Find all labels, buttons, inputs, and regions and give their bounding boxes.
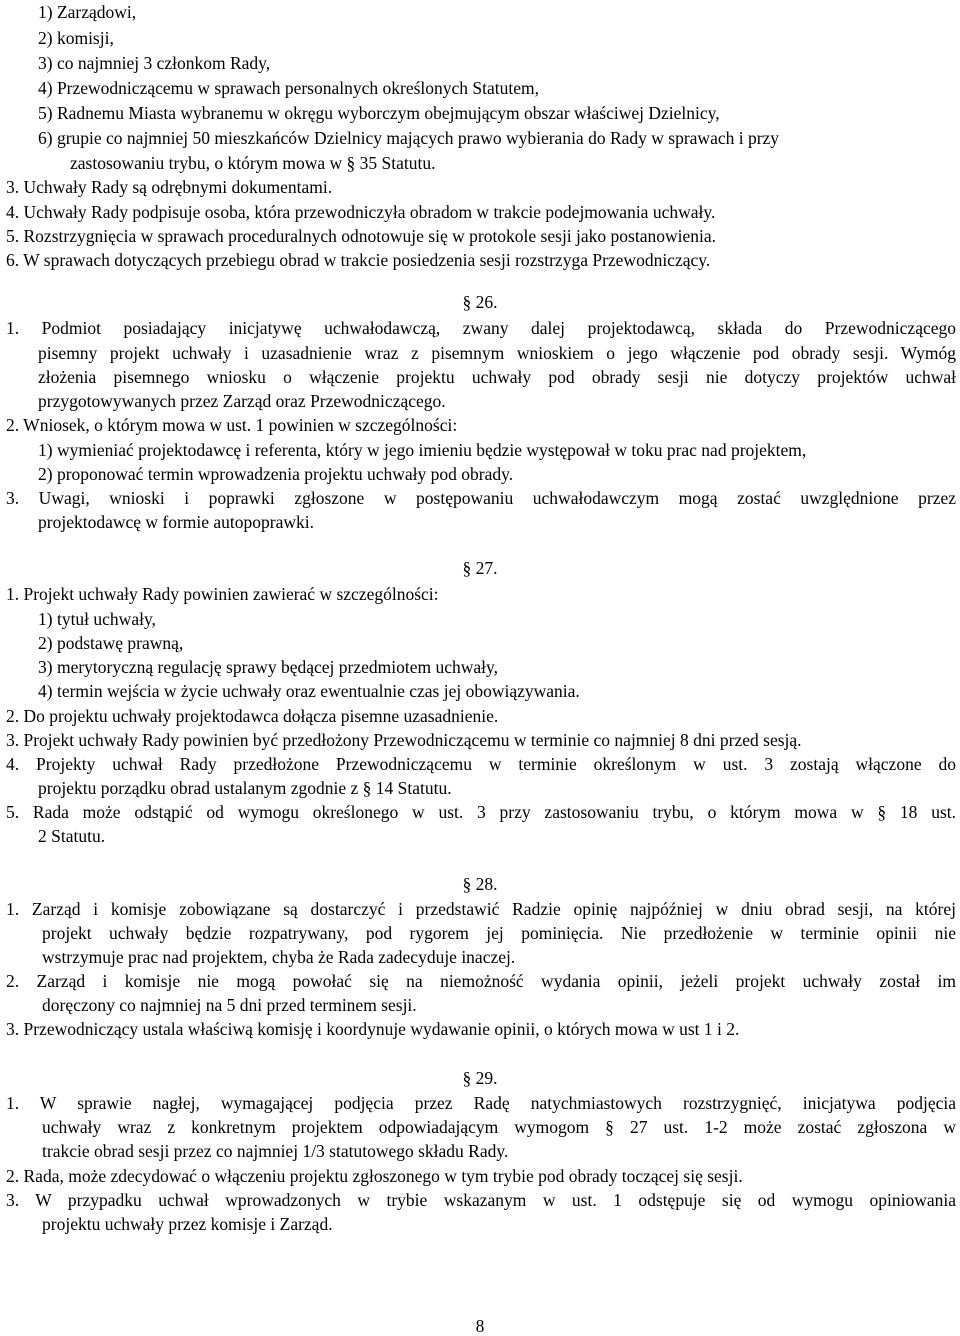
- paragraph: 3. W przypadku uchwał wprowadzonych w trybie wskazanym w ust. 1 odstępuje się od wymogu opiniowania: [6, 1190, 956, 1210]
- paragraph: trakcie obrad sesji przez co najmniej 1/3 statutowego składu Rady.: [42, 1141, 509, 1161]
- paragraph: 2. Wniosek, o którym mowa w ust. 1 powinien w szczególności:: [6, 415, 458, 435]
- section-heading: § 27.: [462, 558, 498, 578]
- paragraph: 4. Uchwały Rady podpisuje osoba, która przewodniczyła obradom w trakcie podejmowania uchwały.: [6, 202, 716, 222]
- paragraph: 1. Zarząd i komisje zobowiązane są dostarczyć i przedstawić Radzie opinię najpóźniej w dniu obrad sesji, na której: [6, 899, 956, 919]
- paragraph: 3. Przewodniczący ustala właściwą komisję i koordynuje wydawanie opinii, o których mowa w ust 1 i 2.: [6, 1019, 740, 1039]
- list-item: 4) termin wejścia w życie uchwały oraz ewentualnie czas jej obowiązywania.: [38, 681, 580, 701]
- paragraph: doręczony co najmniej na 5 dni przed terminem sesji.: [42, 995, 417, 1015]
- section-heading: § 29.: [462, 1068, 498, 1088]
- section-heading: § 26.: [462, 292, 498, 312]
- paragraph: 3. Uwagi, wnioski i poprawki zgłoszone w postępowaniu uchwałodawczym mogą zostać uwzględnione przez: [6, 488, 956, 508]
- paragraph: 2 Statutu.: [38, 826, 106, 846]
- list-item: 1) tytuł uchwały,: [38, 609, 156, 629]
- paragraph: 5. Rada może odstąpić od wymogu określonego w ust. 3 przy zastosowaniu trybu, o którym mowa w § 18 ust.: [6, 802, 956, 822]
- page-number: 8: [475, 1316, 485, 1336]
- list-item: 2) podstawę prawną,: [38, 633, 184, 653]
- paragraph: pisemny projekt uchwały i uzasadnienie wraz z pisemnym wnioskiem o jego włączenie pod obrady sesji. Wymóg: [38, 343, 956, 363]
- paragraph: 1. Projekt uchwały Rady powinien zawierać w szczególności:: [6, 584, 439, 604]
- list-item: 1) wymieniać projektodawcę i referenta, który w jego imieniu będzie występował w toku prac nad projektem,: [38, 440, 807, 460]
- paragraph: 4. Projekty uchwał Rady przedłożone Przewodniczącemu w terminie określonym w ust. 3 zostają włączone do: [6, 754, 956, 774]
- section-heading: § 28.: [462, 874, 498, 894]
- paragraph: złożenia pisemnego wniosku o włączenie projektu uchwały pod obrady sesji nie dotyczy projektów uchwał: [38, 367, 956, 387]
- list-item: 1) Zarządowi,: [38, 2, 137, 22]
- list-item: zastosowaniu trybu, o którym mowa w § 35 Statutu.: [70, 153, 436, 173]
- paragraph: 2. Rada, może zdecydować o włączeniu projektu zgłoszonego w tym trybie pod obrady toczącej się sesji.: [6, 1166, 743, 1186]
- list-item: 2) proponować termin wprowadzenia projektu uchwały pod obrady.: [38, 464, 514, 484]
- paragraph: projektu porządku obrad ustalanym zgodnie z § 14 Statutu.: [38, 778, 452, 798]
- list-item: 5) Radnemu Miasta wybranemu w okręgu wyborczym obejmującym obszar właściwej Dzielnicy,: [38, 103, 720, 123]
- paragraph: przygotowywanych przez Zarząd oraz Przewodniczącego.: [38, 391, 446, 411]
- list-item: 2) komisji,: [38, 28, 114, 48]
- paragraph: 3. Uchwały Rady są odrębnymi dokumentami.: [6, 177, 333, 197]
- list-item: 3) merytoryczną regulację sprawy będącej przedmiotem uchwały,: [38, 657, 498, 677]
- paragraph: wstrzymuje prac nad projektem, chyba że Rada zadecyduje inaczej.: [42, 947, 516, 967]
- paragraph: projektu uchwały przez komisje i Zarząd.: [42, 1214, 333, 1234]
- list-item: 4) Przewodniczącemu w sprawach personalnych określonych Statutem,: [38, 78, 540, 98]
- paragraph: 1. W sprawie nagłej, wymagającej podjęcia przez Radę natychmiastowych rozstrzygnięć, inicjatywa podjęcia: [6, 1093, 956, 1113]
- paragraph: projektodawcę w formie autopoprawki.: [38, 512, 315, 532]
- list-item: 6) grupie co najmniej 50 mieszkańców Dzielnicy mających prawo wybierania do Rady w sprawach i przy: [38, 128, 780, 148]
- paragraph: 3. Projekt uchwały Rady powinien być przedłożony Przewodniczącemu w terminie co najmniej 8 dni przed sesją.: [6, 730, 802, 750]
- paragraph: 2. Zarząd i komisje nie mogą powołać się na niemożność wydania opinii, jeżeli projekt uchwały został im: [6, 971, 956, 991]
- paragraph: 1. Podmiot posiadający inicjatywę uchwałodawczą, zwany dalej projektodawcą, składa do Przewodniczącego: [6, 318, 956, 338]
- paragraph: projekt uchwały będzie rozpatrywany, pod rygorem jej pominięcia. Nie przedłożenie w terminie opinii nie: [42, 923, 956, 943]
- list-item: 3) co najmniej 3 członkom Rady,: [38, 53, 271, 73]
- paragraph: uchwały wraz z konkretnym projektem odpowiadającym wymogom § 27 ust. 1-2 może zostać zgłoszona w: [42, 1117, 956, 1137]
- paragraph: 6. W sprawach dotyczących przebiegu obrad w trakcie posiedzenia sesji rozstrzyga Przewodniczący.: [6, 250, 711, 270]
- paragraph: 5. Rozstrzygnięcia w sprawach proceduralnych odnotowuje się w protokole sesji jako postanowienia.: [6, 226, 717, 246]
- paragraph: 2. Do projektu uchwały projektodawca dołącza pisemne uzasadnienie.: [6, 706, 499, 726]
